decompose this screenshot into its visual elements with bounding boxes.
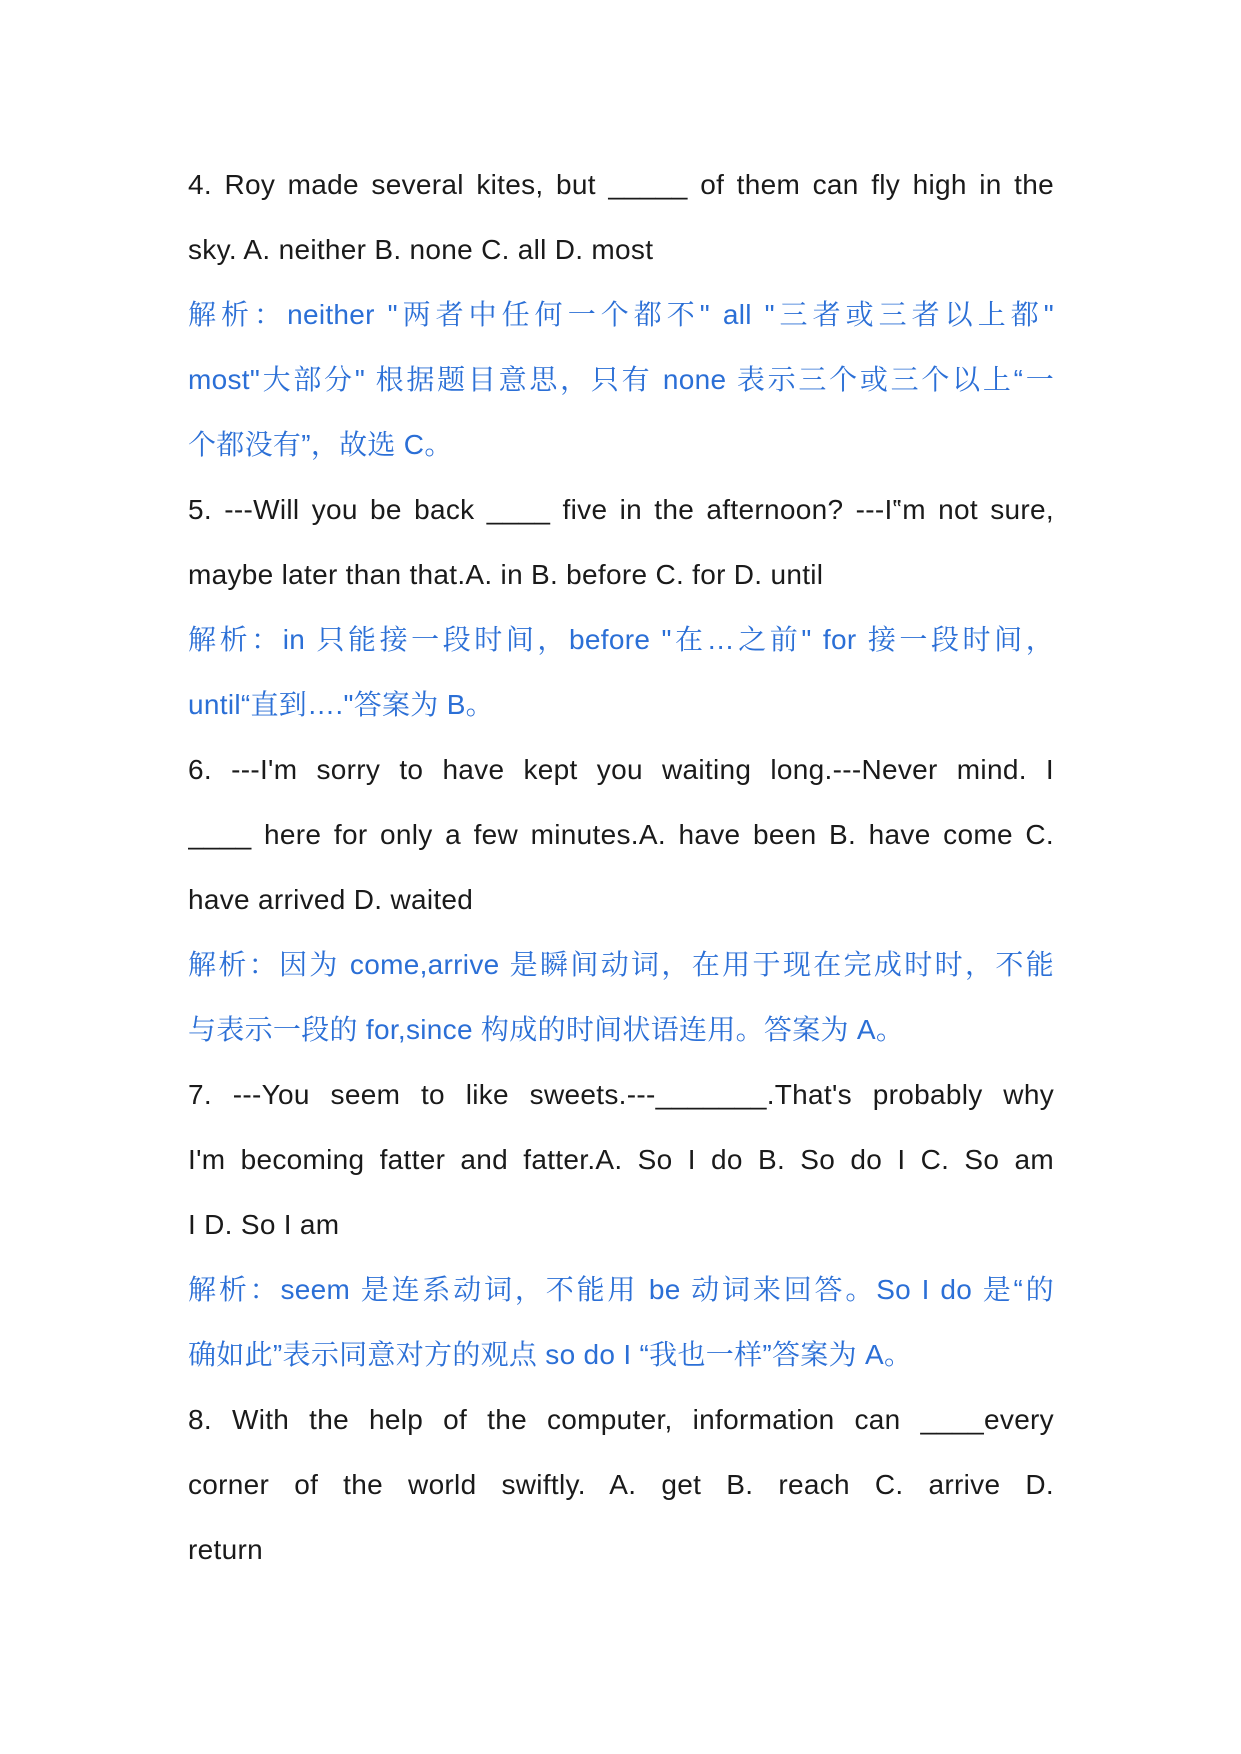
q7-line-2: I'm becoming fatter and fatter.A. So I do B. So do I C. So am <box>188 1144 1054 1175</box>
q7-explanation-line-1: 解析：seem 是连系动词，不能用 be 动词来回答。So I do 是“的 <box>188 1274 1054 1305</box>
q4-explanation-line-3: 个都没有”，故选 C。 <box>188 429 453 460</box>
q6-line-1: 6. ---I'm sorry to have kept you waiting long.---Never mind. I <box>188 754 1054 785</box>
q7-line-3: I D. So I am <box>188 1209 340 1240</box>
q4-line-1: 4. Roy made several kites, but _____ of them can fly high in the <box>188 169 1054 200</box>
q7-line-1: 7. ---You seem to like sweets.---_______.That's probably why <box>188 1079 1054 1110</box>
q8-line-1: 8. With the help of the computer, information can ____every <box>188 1404 1054 1435</box>
q6-explanation-line-1: 解析：因为 come,arrive 是瞬间动词，在用于现在完成时时，不能 <box>188 949 1054 980</box>
q4-explanation-line-2: most"大部分" 根据题目意思，只有 none 表示三个或三个以上“一 <box>188 364 1054 395</box>
q5-line-1: 5. ---Will you be back ____ five in the afternoon? ---I‟m not sure, <box>188 494 1054 525</box>
q8-line-3: return <box>188 1534 263 1565</box>
q7-explanation-line-2: 确如此”表示同意对方的观点 so do I “我也一样”答案为 A。 <box>188 1339 913 1370</box>
q8-line-2: corner of the world swiftly. A. get B. reach C. arrive D. <box>188 1469 1054 1500</box>
q4-line-2: sky. A. neither B. none C. all D. most <box>188 234 654 265</box>
q5-explanation-line-1: 解析：in 只能接一段时间，before "在…之前" for 接一段时间， <box>188 624 1054 655</box>
q6-explanation-line-2: 与表示一段的 for,since 构成的时间状语连用。答案为 A。 <box>188 1014 905 1045</box>
q5-explanation-line-2: until“直到…."答案为 B。 <box>188 689 494 720</box>
q6-line-2: ____ here for only a few minutes.A. have been B. have come C. <box>188 819 1054 850</box>
q4-explanation-line-1: 解析：neither "两者中任何一个都不" all "三者或三者以上都" <box>188 299 1054 330</box>
document-page <box>188 152 1054 1582</box>
q6-line-3: have arrived D. waited <box>188 884 474 915</box>
q5-line-2: maybe later than that.A. in B. before C. for D. until <box>188 559 824 590</box>
